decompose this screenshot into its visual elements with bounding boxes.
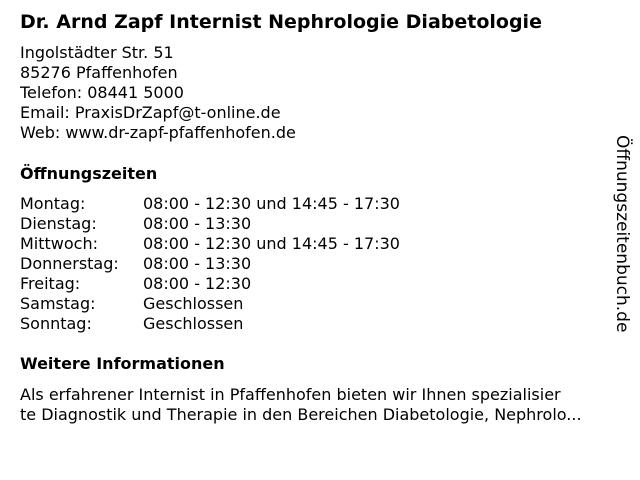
further-info-heading: Weitere Informationen: [20, 354, 225, 373]
website: Web: www.dr-zapf-pfaffenhofen.de: [20, 123, 296, 142]
time-value: 08:00 - 13:30: [143, 214, 252, 233]
opening-hours-heading: Öffnungszeiten: [20, 164, 158, 183]
side-brand-label: Öffnungszeitenbuch.de: [612, 135, 632, 333]
time-value: 08:00 - 13:30: [143, 254, 252, 273]
hours-row-sunday: [20, 314, 400, 334]
further-info-text: [20, 385, 628, 425]
day-label: Sonntag:: [20, 314, 92, 333]
time-value: 08:00 - 12:30 und 14:45 - 17:30: [143, 194, 400, 213]
time-value: 08:00 - 12:30: [143, 274, 252, 293]
day-label: Dienstag:: [20, 214, 97, 233]
email-address: Email: PraxisDrZapf@t-online.de: [20, 103, 281, 122]
hours-row-wednesday: [20, 234, 400, 254]
day-label: Mittwoch:: [20, 234, 98, 253]
day-label: Montag:: [20, 194, 86, 213]
time-value: Geschlossen: [143, 294, 244, 313]
day-label: Samstag:: [20, 294, 96, 313]
phone-number: Telefon: 08441 5000: [20, 83, 184, 102]
day-label: Donnerstag:: [20, 254, 119, 273]
page-title: Dr. Arnd Zapf Internist Nephrologie Diabetologie: [20, 11, 542, 33]
day-label: Freitag:: [20, 274, 81, 293]
street-address: Ingolstädter Str. 51: [20, 43, 174, 62]
hours-row-saturday: [20, 294, 400, 314]
hours-row-tuesday: [20, 214, 400, 234]
address-block: [20, 43, 296, 143]
info-line-1: Als erfahrener Internist in Pfaffenhofen bieten wir Ihnen spezialisier: [20, 385, 561, 404]
time-value: 08:00 - 12:30 und 14:45 - 17:30: [143, 234, 400, 253]
hours-row-monday: [20, 194, 400, 214]
info-line-2: te Diagnostik und Therapie in den Bereichen Diabetologie, Nephrolo...: [20, 405, 582, 424]
time-value: Geschlossen: [143, 314, 244, 333]
city: 85276 Pfaffenhofen: [20, 63, 178, 82]
opening-hours-table: [20, 194, 400, 334]
hours-row-thursday: [20, 254, 400, 274]
hours-row-friday: [20, 274, 400, 294]
